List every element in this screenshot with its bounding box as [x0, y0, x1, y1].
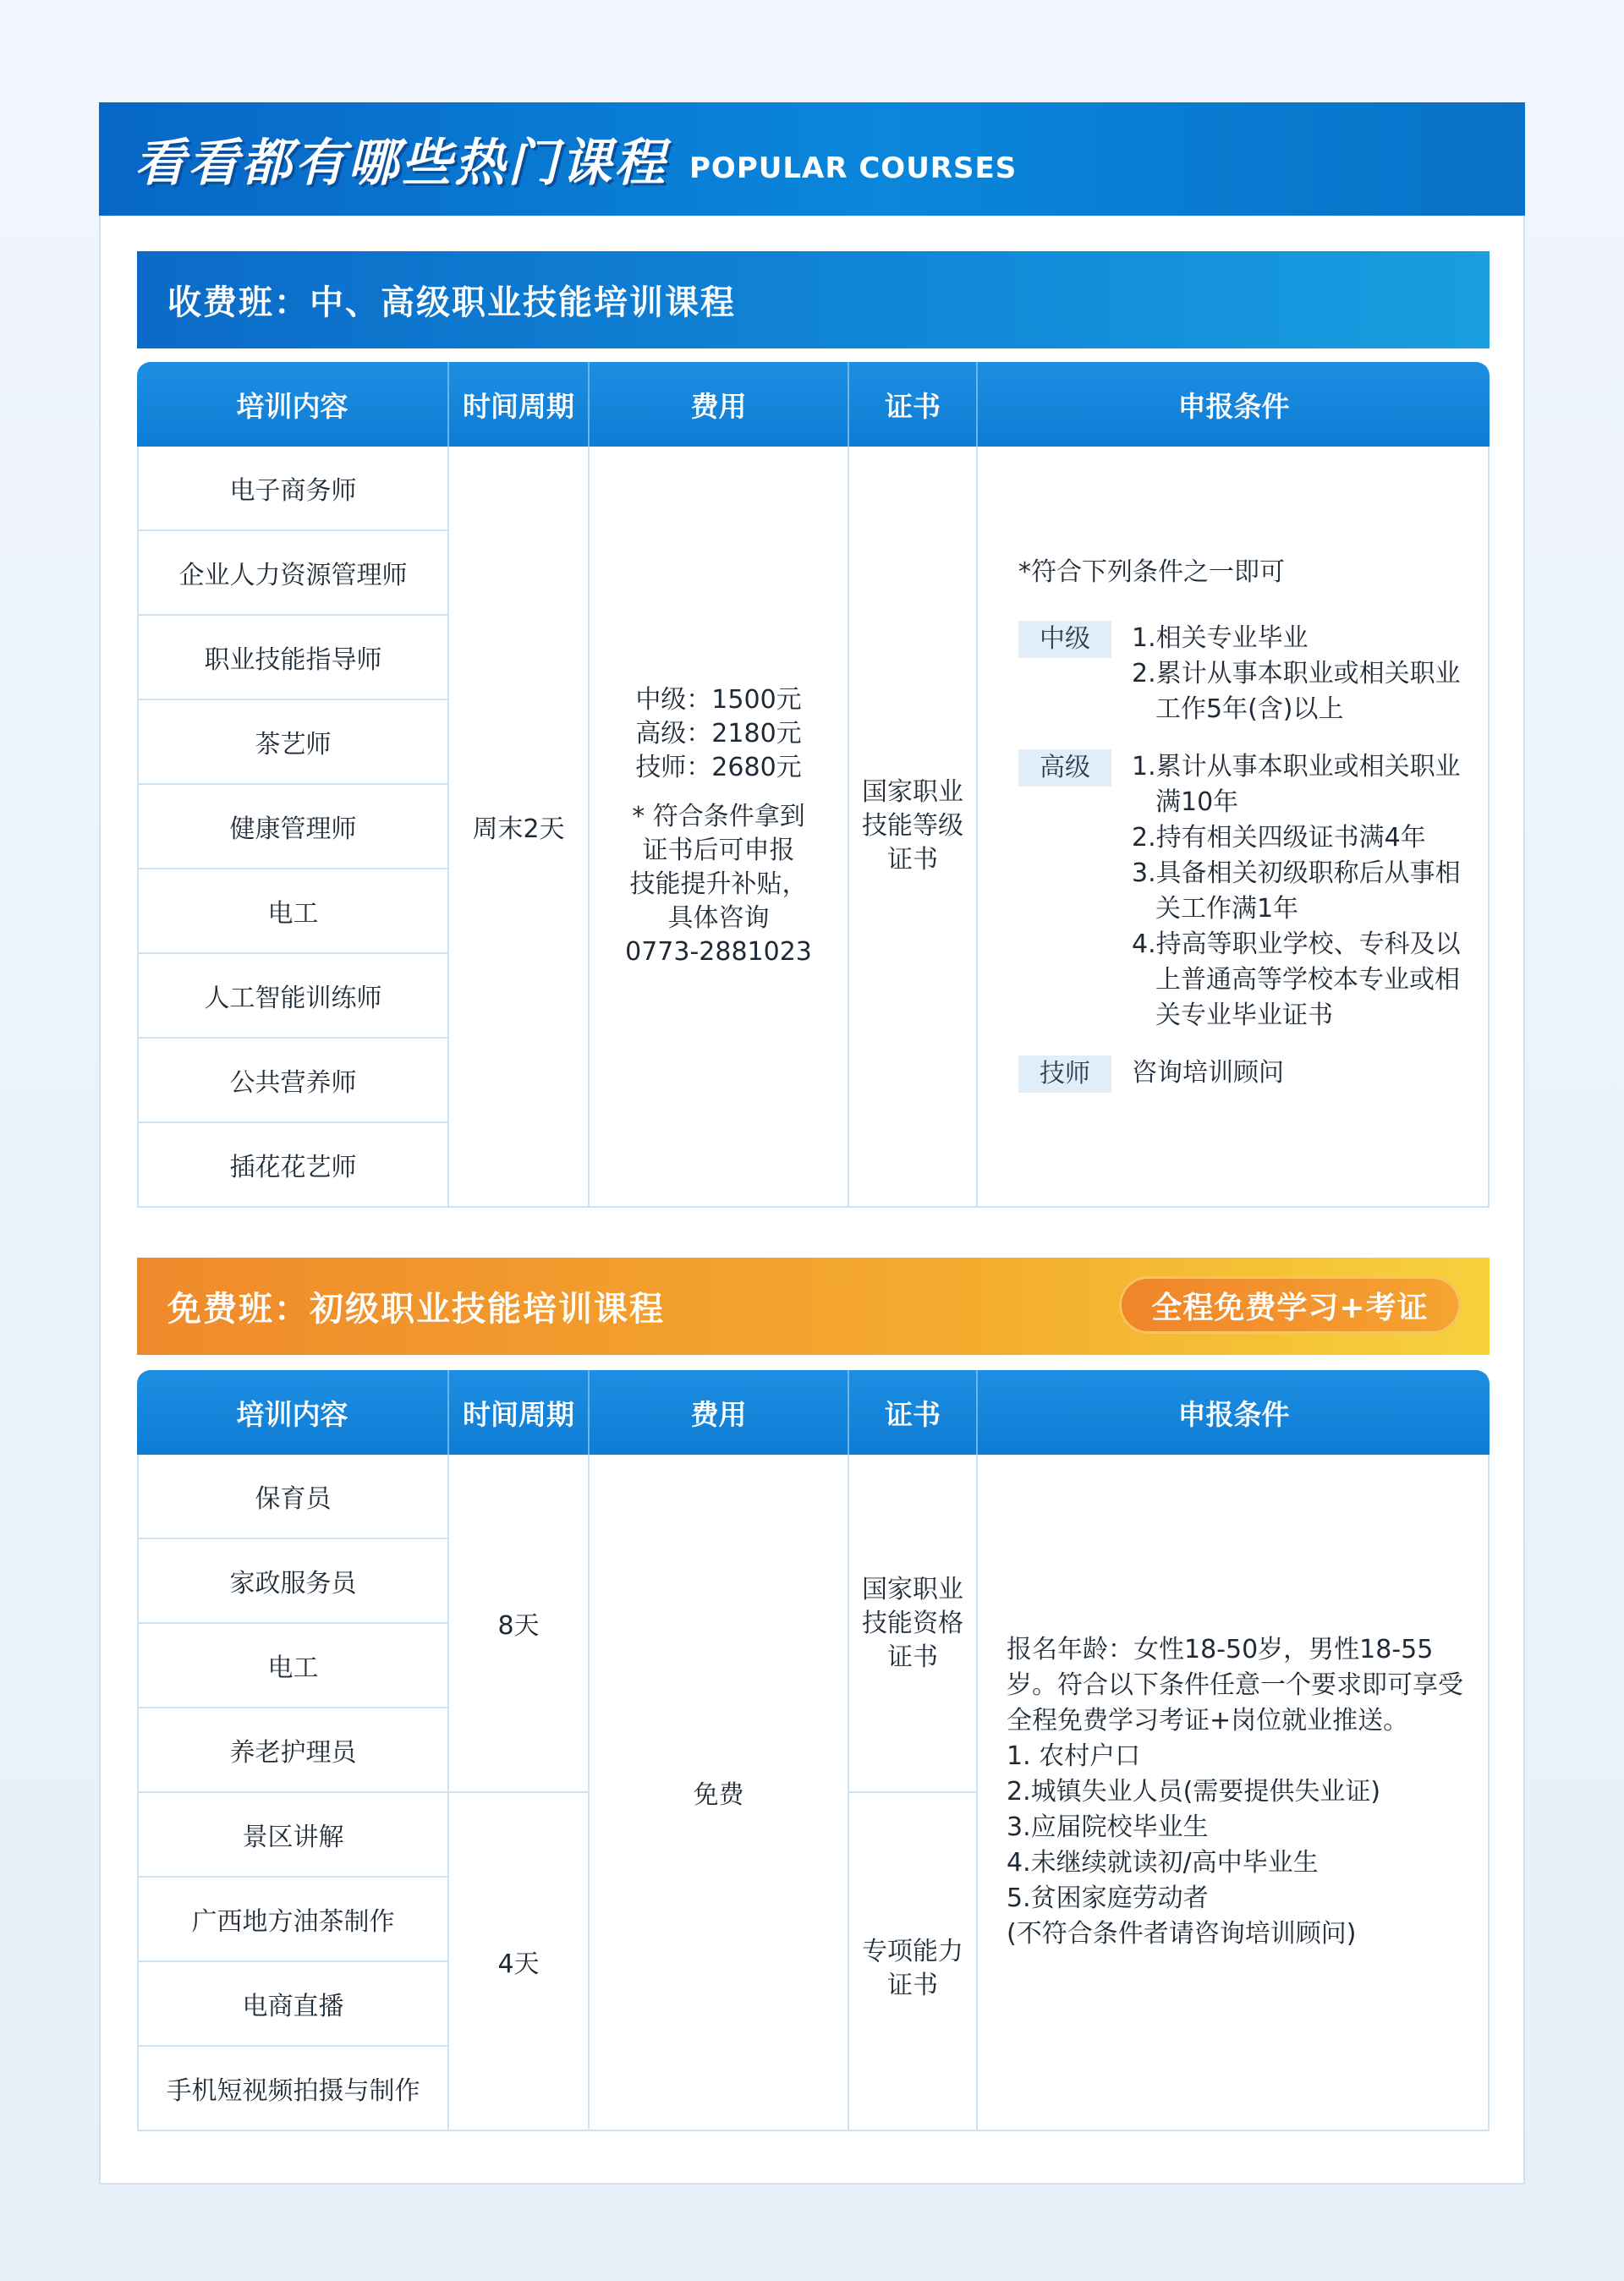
col-header-fee: 费用 [590, 362, 849, 447]
requirement-item: 1.相关专业毕业 [1132, 623, 1309, 653]
requirement-item: 3.具备相关初级职称后从事相关工作满1年 [1132, 858, 1461, 924]
col-header-fee: 费用 [590, 1370, 849, 1455]
free-course-table [137, 1370, 1490, 2131]
consult-phone: 0773-2881023 [625, 937, 812, 967]
requirement-item: 2.城镇失业人员(需要提供失业证) [1007, 1777, 1381, 1807]
paid-period: 周末2天 [449, 447, 590, 1208]
free-badge: 全程免费学习+考证 [1119, 1276, 1461, 1334]
course-name: 养老护理员 [137, 1708, 449, 1793]
fee-technician: 技师：2680元 [635, 753, 802, 782]
paid-fee-cell [590, 447, 849, 1208]
paid-requirements [978, 447, 1490, 1208]
certificate-line: 证书 [887, 1642, 938, 1672]
fee-note: 证书后可申报 [642, 836, 795, 865]
level-technician [1018, 1056, 1462, 1093]
col-header-certificate: 证书 [849, 362, 978, 447]
page-title: 看看都有哪些热门课程 [134, 134, 667, 193]
course-name: 电工 [137, 1624, 449, 1708]
col-header-certificate: 证书 [849, 1370, 978, 1455]
page-subtitle: POPULAR COURSES [689, 151, 1018, 185]
certificate-line: 证书 [887, 845, 938, 875]
col-header-period: 时间周期 [449, 362, 590, 447]
free-period-a: 8天 [449, 1455, 590, 1793]
course-name: 公共营养师 [137, 1039, 449, 1123]
certificate-line: 技能等级 [862, 811, 963, 841]
certificate-line: 国家职业 [862, 777, 963, 807]
fee-note: * 符合条件拿到 [632, 802, 805, 831]
course-name: 插花花艺师 [137, 1123, 449, 1208]
paid-course-table [137, 362, 1490, 1208]
col-header-period: 时间周期 [449, 1370, 590, 1455]
requirement-item: 1.累计从事本职业或相关职业满10年 [1132, 752, 1461, 817]
certificate-line: 国家职业 [862, 1575, 963, 1604]
free-certificate-b [849, 1793, 978, 2131]
requirement-item: 咨询培训顾问 [1132, 1058, 1284, 1088]
fee-intermediate: 中级：1500元 [635, 685, 802, 715]
certificate-line: 专项能力 [862, 1937, 963, 1966]
course-name: 职业技能指导师 [137, 616, 449, 700]
fee-advanced: 高级：2180元 [635, 719, 802, 748]
course-name: 电工 [137, 869, 449, 954]
free-period-b: 4天 [449, 1793, 590, 2131]
requirement-item: 5.贫困家庭劳动者 [1007, 1883, 1209, 1913]
col-header-content: 培训内容 [137, 362, 449, 447]
fee-note: 具体咨询 [667, 903, 770, 933]
level-tag: 高级 [1018, 749, 1111, 787]
requirement-item: 2.持有相关四级证书满4年 [1132, 823, 1426, 853]
course-name: 保育员 [137, 1455, 449, 1539]
course-name: 家政服务员 [137, 1539, 449, 1624]
paid-section-title: 收费班：中、高级职业技能培训课程 [167, 283, 736, 322]
course-name: 电子商务师 [137, 447, 449, 531]
course-name: 茶艺师 [137, 700, 449, 785]
course-name: 人工智能训练师 [137, 954, 449, 1039]
fee-note: 技能提升补贴， [629, 869, 808, 899]
free-certificate-a [849, 1455, 978, 1793]
requirement-age: 报名年龄：女性18-50岁，男性18-55岁。符合以下条件任意一个要求即可享受全程免费学习考证+岗位就业推送。 [1007, 1635, 1463, 1735]
requirement-note: (不符合条件者请咨询培训顾问) [1007, 1919, 1357, 1949]
requirement-item: 4.未继续就读初/高中毕业生 [1007, 1848, 1319, 1878]
course-name: 电商直播 [137, 1962, 449, 2047]
requirement-item: 2.累计从事本职业或相关职业工作5年(含)以上 [1132, 659, 1461, 724]
free-section-title: 免费班：初级职业技能培训课程 [167, 1290, 665, 1329]
level-tag: 中级 [1018, 621, 1111, 658]
level-advanced [1018, 749, 1462, 1034]
course-name: 企业人力资源管理师 [137, 531, 449, 616]
course-name: 广西地方油茶制作 [137, 1878, 449, 1962]
requirement-item: 4.持高等职业学校、专科及以上普通高等学校本专业或相关专业毕业证书 [1132, 929, 1461, 1030]
paid-section-banner [137, 251, 1490, 348]
level-tag: 技师 [1018, 1056, 1111, 1093]
course-name: 手机短视频拍摄与制作 [137, 2047, 449, 2131]
requirement-item: 3.应届院校毕业生 [1007, 1812, 1209, 1842]
certificate-line: 技能资格 [862, 1609, 963, 1638]
course-name: 健康管理师 [137, 785, 449, 869]
free-fee: 免费 [590, 1455, 849, 2131]
certificate-line: 证书 [887, 1971, 938, 2000]
free-requirements [978, 1455, 1490, 2131]
course-name: 景区讲解 [137, 1793, 449, 1878]
requirement-item: 1. 农村户口 [1007, 1741, 1141, 1771]
col-header-requirements: 申报条件 [978, 362, 1490, 447]
col-header-content: 培训内容 [137, 1370, 449, 1455]
free-section-banner [137, 1258, 1490, 1355]
level-intermediate [1018, 621, 1462, 727]
page-header [99, 102, 1525, 216]
requirements-intro: *符合下列条件之一即可 [1018, 557, 1285, 587]
col-header-requirements: 申报条件 [978, 1370, 1490, 1455]
paid-certificate [849, 447, 978, 1208]
